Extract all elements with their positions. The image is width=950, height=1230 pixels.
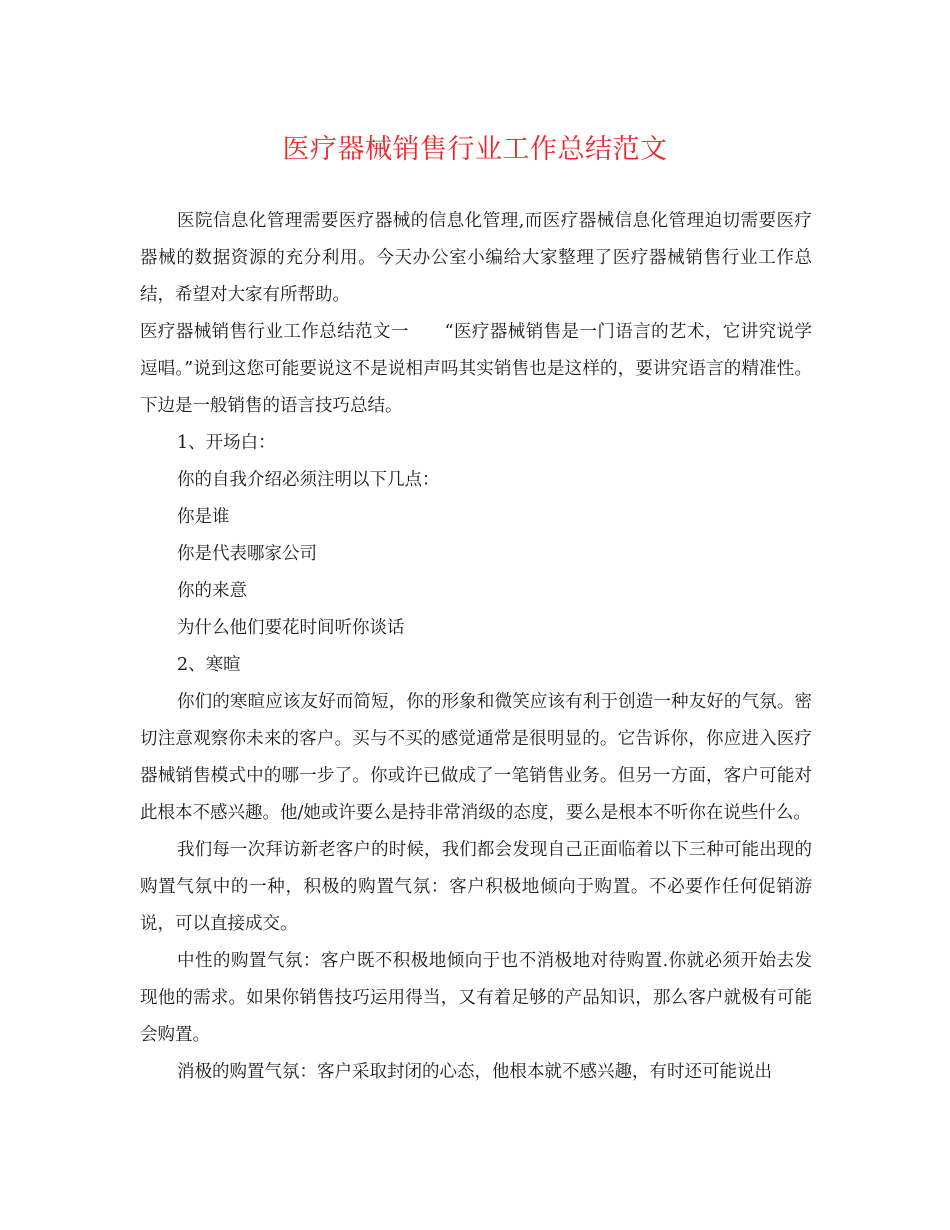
paragraph-self-intro: 你的自我介绍必须注明以下几点： — [177, 470, 440, 490]
document-body — [140, 203, 812, 1091]
list-item-purpose: 你的来意 — [177, 581, 247, 601]
paragraph-neutral-atmosphere: 中性的购置气氛：客户既不积极地倾向于也不消极地对待购置.你就必须开始去发现他的需求。如果你销售技巧运用得当，又有着足够的产品知识，那么客户就极有可能会购置。 — [140, 951, 812, 1045]
paragraph-intro: 医院信息化管理需要医疗器械的信息化管理,而医疗器械信息化管理迫切需要医疗器械的数据资源的充分利用。今天办公室小编给大家整理了医疗器械销售行业工作总结，希望对大家有所帮助。 — [140, 211, 812, 305]
document-title: 医疗器械销售行业工作总结范文 — [282, 134, 668, 165]
list-item-why-listen: 为什么他们要花时间听你谈话 — [177, 618, 405, 638]
paragraph-buying-atmosphere: 我们每一次拜访新老客户的时候，我们都会发现自己正面临着以下三种可能出现的购置气氛中的一种，积极的购置气氛：客户积极地倾向于购置。不必要作任何促销游说，可以直接成交。 — [140, 840, 812, 934]
paragraph-heading-greeting: 2、寒暄 — [177, 655, 241, 675]
list-item-who: 你是谁 — [177, 507, 230, 527]
list-item-company: 你是代表哪家公司 — [177, 544, 317, 564]
paragraph-section-one: 医疗器械销售行业工作总结范文一 “医疗器械销售是一门语言的艺术，它讲究说学逗唱。”说到这您可能要说这不是说相声吗其实销售也是这样的，要讲究语言的精准性。下边是一般销售的语言技巧总结。 — [140, 322, 812, 416]
paragraph-negative-atmosphere: 消极的购置气氛：客户采取封闭的心态，他根本就不感兴趣，有时还可能说出 — [177, 1062, 772, 1082]
paragraph-greeting: 你们的寒暄应该友好而简短，你的形象和微笑应该有利于创造一种友好的气氛。密切注意观察你未来的客户。买与不买的感觉通常是很明显的。它告诉你，你应进入医疗器械销售模式中的哪一步了。你或许已做成了一笔销售业务。但另一方面，客户可能对此根本不感兴趣。他/她或许要么是持非常消级的态度，要么是根本不听你在说些什么。 — [140, 692, 812, 823]
paragraph-heading-opening: 1、开场白： — [177, 433, 276, 453]
